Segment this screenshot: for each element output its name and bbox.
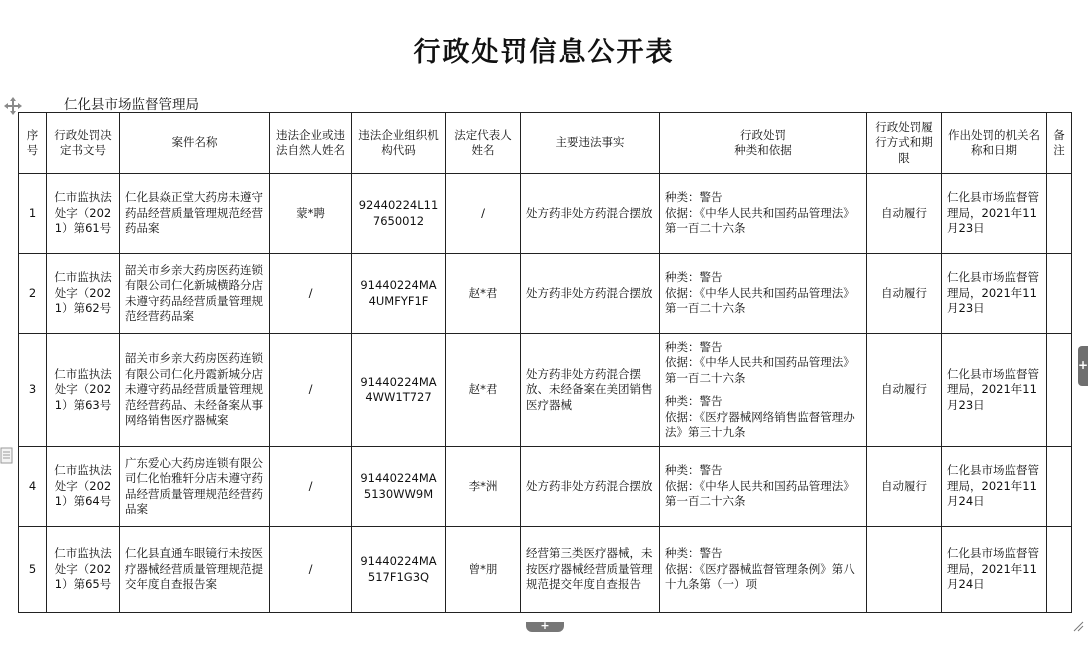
legal-representative: / [446,174,521,254]
page-title: 行政处罚信息公开表 [413,37,675,68]
table-row [19,254,1072,334]
penalty-basis: 依据：《中华人民共和国药品管理法》第一百二十六条 [665,355,855,385]
remark [1047,447,1072,527]
fulfillment-method: 自动履行 [867,447,942,527]
header-cell: 序号 [19,113,47,174]
org-code: 91440224MA5130WW9M [352,447,446,527]
row-number: 3 [19,334,47,447]
penalty-basis: 依据：《中华人民共和国药品管理法》第一百二十六条 [665,205,855,236]
authority-and-date: 仁化县市场监督管理局，2021年11月23日 [942,334,1047,447]
decision-number: 仁市监执法处字（2021）第61号 [47,174,120,254]
legal-representative: 赵*君 [446,254,521,334]
header-cell: 作出处罚的机关名称和日期 [942,113,1047,174]
table-header-row [19,113,1072,174]
row-number: 4 [19,447,47,527]
party-name: / [270,334,352,447]
remark [1047,334,1072,447]
authority-and-date: 仁化县市场监督管理局，2021年11月23日 [942,254,1047,334]
header-cell: 行政处罚履行方式和期限 [867,113,942,174]
row-number: 1 [19,174,47,254]
org-code: 92440224L117650012 [352,174,446,254]
header-cell: 案件名称 [120,113,270,174]
spacer [665,386,861,394]
remark [1047,174,1072,254]
penalty-type: 种类：警告 [665,339,723,354]
penalty-type: 种类：警告 [665,546,723,561]
bottom-expand-button[interactable] [526,619,564,632]
violation-facts: 经营第三类医疗器械，未按医疗器械经营质量管理规范提交年度自查报告 [521,527,660,613]
legal-representative: 曾*朋 [446,527,521,613]
plus-icon: + [1078,358,1088,372]
header-cell: 备注 [1047,113,1072,174]
legal-representative: 赵*君 [446,334,521,447]
violation-facts: 处方药非处方药混合摆放 [521,447,660,527]
party-name: 蒙*聘 [270,174,352,254]
issuing-authority: 仁化县市场监督管理局 [64,97,199,113]
penalty-basis: 依据：《中华人民共和国药品管理法》第一百二十六条 [665,285,855,316]
header-cell: 违法企业组织机构代码 [352,113,446,174]
case-name: 仁化县直通车眼镜行未按医疗器械经营质量管理规范提交年度自查报告案 [120,527,270,613]
penalty-table [18,112,1072,613]
party-name: / [270,447,352,527]
legal-representative: 李*洲 [446,447,521,527]
authority-and-date: 仁化县市场监督管理局，2021年11月24日 [942,447,1047,527]
plus-icon: + [540,619,550,632]
header-cell: 法定代表人姓名 [446,113,521,174]
org-code: 91440224MA517F1G3Q [352,527,446,613]
penalty-basis: 依据：《医疗器械网络销售监督管理办法》第三十九条 [665,409,855,439]
remark [1047,527,1072,613]
penalty-type: 种类：警告 [665,270,723,285]
header-cell: 主要违法事实 [521,113,660,174]
violation-facts: 处方药非处方药混合摆放 [521,174,660,254]
table-row [19,447,1072,527]
case-name: 广东爱心大药房连锁有限公司仁化怡雅轩分店未遵守药品经营质量管理规范经营药品案 [120,447,270,527]
table-row [19,527,1072,613]
fulfillment-method: 自动履行 [867,174,942,254]
table-row [19,174,1072,254]
fulfillment-method: 自动履行 [867,254,942,334]
header-cell: 行政处罚 种类和依据 [660,113,867,174]
org-code: 91440224MA4UMFYF1F [352,254,446,334]
org-code: 91440224MA4WW1T727 [352,334,446,447]
case-name: 韶关市乡亲大药房医药连锁有限公司仁化丹霞新城分店未遵守药品经营质量管理规范经营药品、未经备案从事网络销售医疗器械案 [120,334,270,447]
penalty-type-basis [660,254,867,334]
penalty-type-basis [660,334,867,447]
authority-and-date: 仁化县市场监督管理局，2021年11月23日 [942,174,1047,254]
violation-facts: 处方药非处方药混合摆放 [521,254,660,334]
document-icon[interactable] [0,447,14,465]
penalty-type-basis [660,527,867,613]
decision-number: 仁市监执法处字（2021）第65号 [47,527,120,613]
penalty-type-basis [660,447,867,527]
violation-facts: 处方药非处方药混合摆放、未经备案在美团销售医疗器械 [521,334,660,447]
party-name: / [270,254,352,334]
resize-corner-icon[interactable] [1072,620,1084,632]
penalty-basis: 依据：《医疗器械监督管理条例》第八十九条第（一）项 [665,561,855,592]
authority-and-date: 仁化县市场监督管理局，2021年11月24日 [942,527,1047,613]
penalty-type: 种类：警告 [665,394,723,408]
penalty-type: 种类：警告 [665,463,723,478]
party-name: / [270,527,352,613]
remark [1047,254,1072,334]
case-name: 仁化县焱正堂大药房未遵守药品经营质量管理规范经营药品案 [120,174,270,254]
fulfillment-method: 自动履行 [867,334,942,447]
header-cell: 行政处罚决定书文号 [47,113,120,174]
row-number: 2 [19,254,47,334]
header-cell: 违法企业或违法自然人姓名 [270,113,352,174]
penalty-type: 种类：警告 [665,190,723,205]
row-number: 5 [19,527,47,613]
fulfillment-method [867,527,942,613]
case-name: 韶关市乡亲大药房医药连锁有限公司仁化新城横路分店未遵守药品经营质量管理规范经营药品案 [120,254,270,334]
table-row [19,334,1072,447]
penalty-basis: 依据：《中华人民共和国药品管理法》第一百二十六条 [665,478,855,509]
penalty-type-basis [660,174,867,254]
side-expand-button[interactable] [1078,346,1088,386]
decision-number: 仁市监执法处字（2021）第64号 [47,447,120,527]
decision-number: 仁市监执法处字（2021）第63号 [47,334,120,447]
decision-number: 仁市监执法处字（2021）第62号 [47,254,120,334]
